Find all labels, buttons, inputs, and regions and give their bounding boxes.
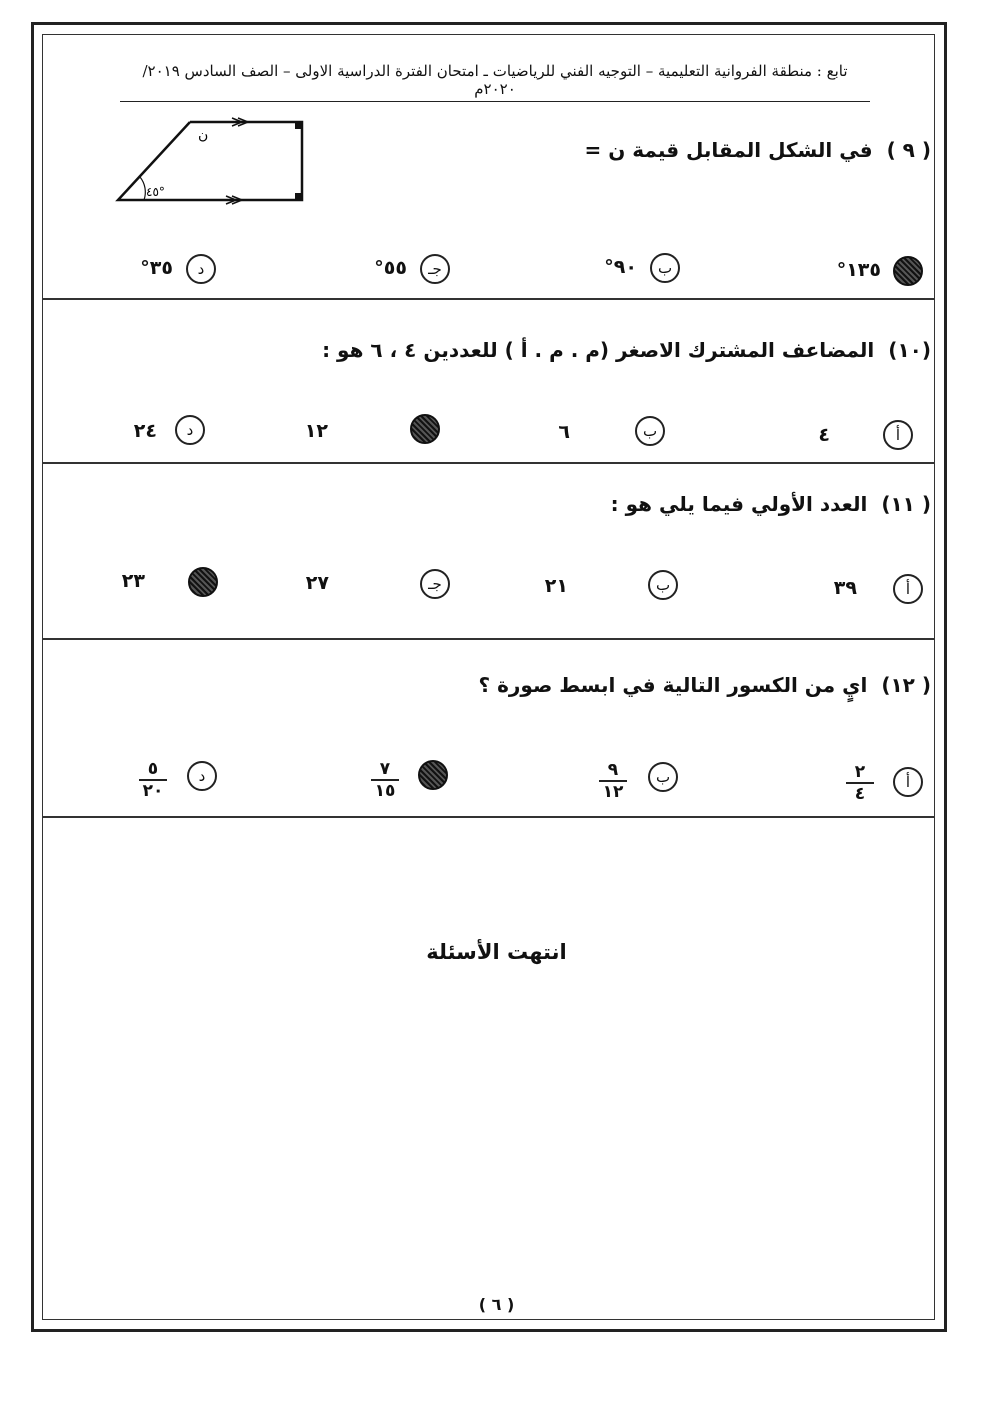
option-b-bubble[interactable]: ب [635, 416, 665, 446]
option-c-value: ٢٧ [305, 572, 329, 594]
question-number: ( ١١) [881, 492, 931, 516]
option-b-bubble[interactable]: ب [650, 253, 680, 283]
numerator: ٩ [607, 760, 619, 780]
option-a-fraction [843, 763, 877, 803]
option-b-bubble[interactable]: ب [648, 762, 678, 792]
angle-label-45: ٤٥° [146, 185, 165, 199]
trapezoid-figure [110, 112, 315, 212]
option-c-value: ٥٥° [374, 257, 407, 279]
option-a-bubble[interactable] [893, 256, 923, 286]
option-a-bubble[interactable]: أ [893, 574, 923, 604]
end-of-questions: انتهت الأسئلة [426, 940, 567, 964]
option-d-bubble[interactable]: د [187, 761, 217, 791]
numerator: ٥ [147, 759, 159, 779]
denominator: ١٥ [374, 781, 396, 801]
question-text: العدد الأولي فيما يلي هو : [610, 492, 868, 516]
question-number: ( ١٢) [881, 673, 931, 697]
numerator: ٢ [854, 762, 866, 782]
angle-label-n: ن [198, 127, 209, 143]
angle-arc [140, 177, 145, 200]
question-10 [322, 338, 931, 362]
right-angle-mark-top [295, 122, 302, 129]
numerator: ٧ [379, 759, 391, 779]
question-number: ( ٩ ) [886, 138, 931, 162]
option-d-value: ٢٤ [133, 420, 157, 442]
option-a-bubble[interactable]: أ [893, 767, 923, 797]
denominator: ٤ [854, 784, 866, 804]
question-number: (١٠) [888, 338, 931, 362]
question-9 [585, 138, 931, 162]
option-b-fraction [596, 761, 630, 801]
option-c-bubble[interactable] [410, 414, 440, 444]
option-d-value: ٢٣ [121, 570, 145, 592]
section-divider [42, 816, 935, 818]
option-d-bubble[interactable]: د [175, 415, 205, 445]
section-divider [42, 638, 935, 640]
option-b-value: ٩٠° [604, 256, 637, 278]
denominator: ١٢ [602, 782, 624, 802]
option-a-value: ٣٩ [833, 577, 857, 599]
option-c-fraction [368, 760, 402, 800]
section-divider [42, 298, 935, 300]
question-text: في الشكل المقابل قيمة ن = [584, 138, 873, 162]
option-c-bubble[interactable]: جـ [420, 569, 450, 599]
section-divider [42, 462, 935, 464]
question-12 [479, 673, 931, 697]
option-a-value: ١٣٥° [836, 259, 881, 281]
page-number: ( ٦ ) [478, 1295, 515, 1314]
option-b-value: ٢١ [544, 575, 568, 597]
right-angle-mark-bottom [295, 193, 302, 200]
option-b-value: ٦ [558, 421, 570, 443]
denominator: ٢٠ [142, 781, 164, 801]
option-d-bubble[interactable]: د [186, 254, 216, 284]
option-a-bubble[interactable]: أ [883, 420, 913, 450]
option-a-value: ٤ [818, 424, 830, 446]
question-text: ايٍ من الكسور التالية في ابسط صورة ؟ [478, 673, 868, 697]
option-c-bubble[interactable]: جـ [420, 254, 450, 284]
question-11 [611, 492, 931, 516]
option-c-value: ١٢ [304, 420, 328, 442]
option-b-bubble[interactable]: ب [648, 570, 678, 600]
exam-header: تابع : منطقة الفروانية التعليمية – التوجيه الفني للرياضيات ـ امتحان الفترة الدراسية الاولى – الصف السادس ٢٠١٩/ ٢٠٢٠م [120, 62, 870, 102]
option-d-value: ٣٥° [140, 257, 173, 279]
option-d-bubble[interactable] [188, 567, 218, 597]
option-c-bubble[interactable] [418, 760, 448, 790]
option-d-fraction [136, 760, 170, 800]
question-text: المضاعف المشترك الاصغر (م . م . أ ) للعددين ٤ ، ٦ هو : [322, 338, 875, 362]
